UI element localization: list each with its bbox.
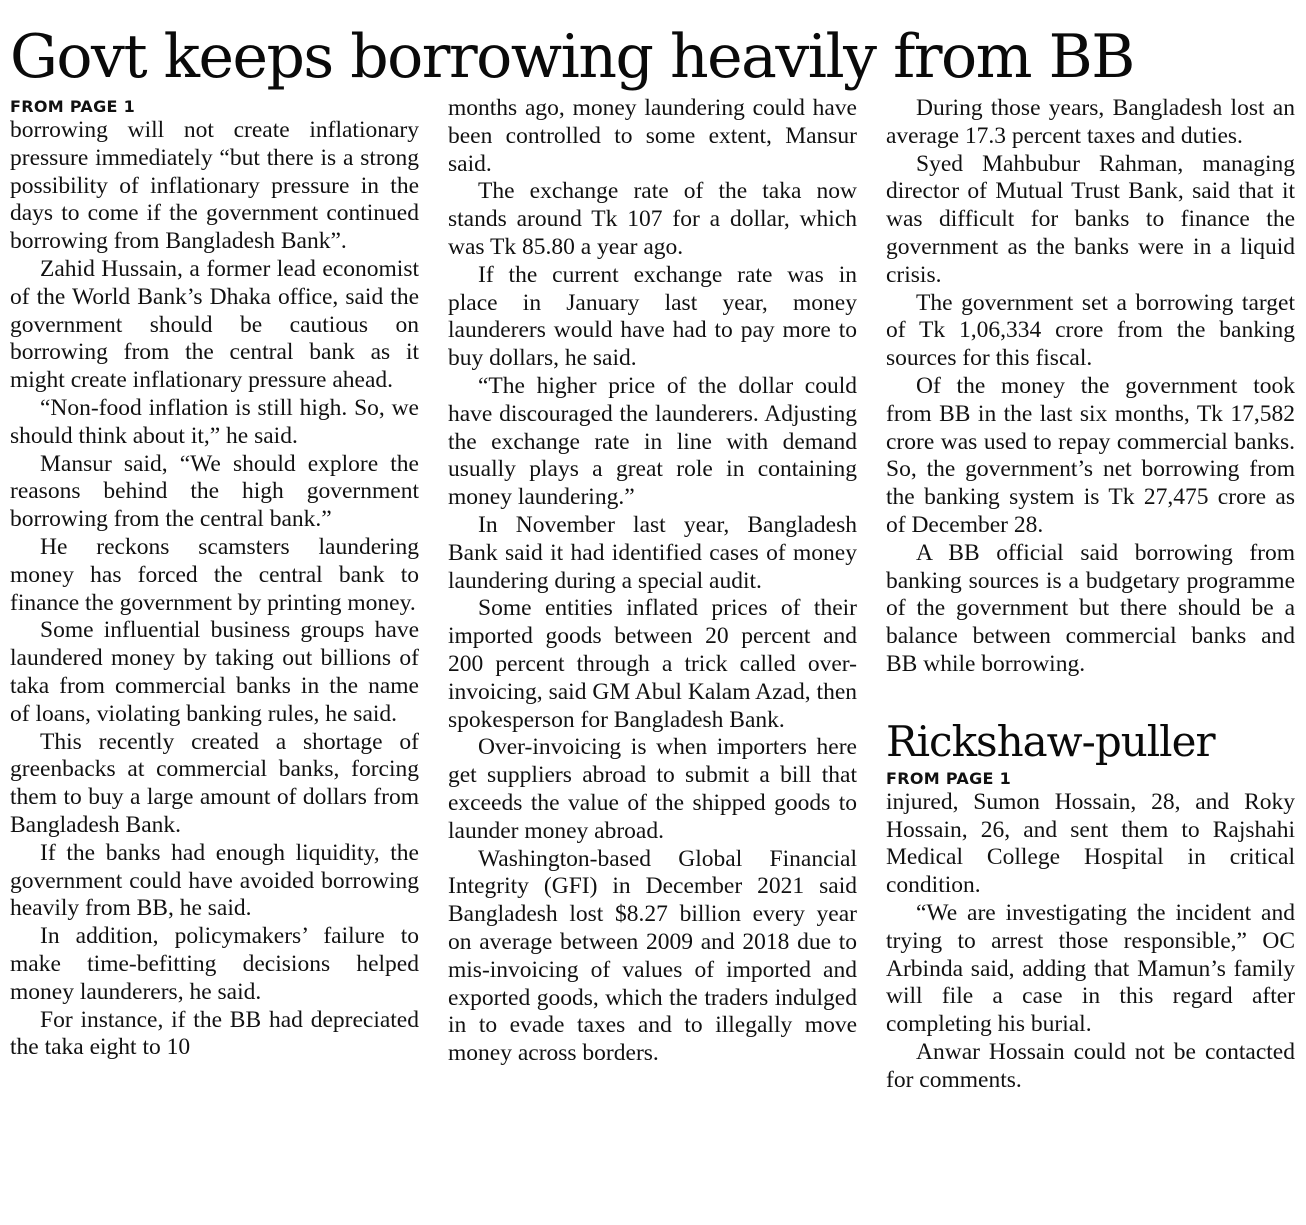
- paragraph: In November last year, Bangladesh Bank said it had identified cases of money laundering during a special audit.: [448, 511, 857, 594]
- jump-label: FROM PAGE 1: [10, 97, 136, 116]
- paragraph: injured, Sumon Hossain, 28, and Roky Hossain, 26, and sent them to Rajshahi Medical College Hospital in critical condition.: [886, 788, 1295, 899]
- paragraph: months ago, money laundering could have been controlled to some extent, Mansur said.: [448, 95, 857, 177]
- paragraph: This recently created a shortage of greenbacks at commercial banks, forcing them to buy a large amount of dollars from Bangladesh Bank.: [10, 728, 419, 838]
- paragraph: The exchange rate of the taka now stands around Tk 107 for a dollar, which was Tk 85.80 a year ago.: [448, 178, 857, 260]
- paragraph: The government set a borrowing target of Tk 1,06,334 crore from the banking sources for this fiscal.: [886, 289, 1295, 372]
- second-story-jump-label: FROM PAGE 1: [886, 768, 1012, 788]
- paragraph: A BB official said borrowing from banking sources is a budgetary programme of the government but there should be a balance between commercial banks and BB while borrowing.: [886, 539, 1295, 677]
- paragraph: “Non-food inflation is still high. So, we should think about it,” he said.: [10, 394, 419, 449]
- paragraph: He reckons scamsters laundering money has forced the central bank to finance the government by printing money.: [10, 533, 419, 616]
- paragraph: Some entities inflated prices of their imported goods between 20 percent and 200 percent through a trick called over-invoicing, said GM Abul Kalam Azad, then spokesperson for Bangladesh Bank.: [448, 595, 857, 733]
- paragraph: Syed Mahbubur Rahman, managing director of Mutual Trust Bank, said that it was difficult for banks to finance the government as the banks were in a liquid crisis.: [886, 150, 1295, 288]
- paragraph: borrowing will not create inflationary pressure immediately “but there is a strong possibility of inflationary pressure in the days to come if the government continued borrowing from Bangladesh Bank”.: [10, 117, 419, 255]
- article-column-2: [448, 97, 857, 1068]
- paragraph: Washington-based Global Financial Integrity (GFI) in December 2021 said Bangladesh lost $8.27 billion every year on average between 2009 and 2018 due to mis-invoicing of values of imported and exported goods, which the traders indulged in to evade taxes and to illegally move money across borders.: [448, 845, 857, 1067]
- paragraph: Zahid Hussain, a former lead economist of the World Bank’s Dhaka office, said the government should be cautious on borrowing from the central bank as it might create inflationary pressure ahead.: [10, 255, 419, 394]
- paragraph: “We are investigating the incident and trying to arrest those responsible,” OC Arbinda said, adding that Mamun’s family will file a case in this regard after completing his burial.: [886, 899, 1295, 1038]
- paragraph: “The higher price of the dollar could have discouraged the launderers. Adjusting the exchange rate in line with demand usually plays a great role in containing money laundering.”: [448, 372, 857, 511]
- article-column-3: [886, 97, 1295, 1095]
- paragraph: During those years, Bangladesh lost an average 17.3 percent taxes and duties.: [886, 95, 1295, 149]
- article-column-1: [10, 97, 419, 1062]
- paragraph: If the current exchange rate was in place in January last year, money launderers would have had to pay more to buy dollars, he said.: [448, 261, 857, 372]
- main-headline: Govt keeps borrowing heavily from BB: [10, 22, 1134, 92]
- paragraph: Of the money the government took from BB in the last six months, Tk 17,582 crore was used to repay commercial banks. So, the government’s net borrowing from the banking system is Tk 27,475 crore as of December 28.: [886, 372, 1295, 538]
- paragraph: Over-invoicing is when importers here get suppliers abroad to submit a bill that exceeds the value of the shipped goods to launder money abroad.: [448, 734, 857, 844]
- paragraph: Anwar Hossain could not be contacted for comments.: [886, 1038, 1295, 1093]
- second-story-headline: Rickshaw-puller: [886, 716, 1215, 766]
- paragraph: Some influential business groups have laundered money by taking out billions of taka from commercial banks in the name of loans, violating banking rules, he said.: [10, 617, 419, 727]
- paragraph: In addition, policymakers’ failure to make time-befitting decisions helped money launderers, he said.: [10, 923, 419, 1005]
- paragraph: If the banks had enough liquidity, the government could have avoided borrowing heavily from BB, he said.: [10, 839, 419, 922]
- paragraph: For instance, if the BB had depreciated the taka eight to 10: [10, 1006, 419, 1061]
- paragraph: Mansur said, “We should explore the reasons behind the high government borrowing from the central bank.”: [10, 450, 419, 533]
